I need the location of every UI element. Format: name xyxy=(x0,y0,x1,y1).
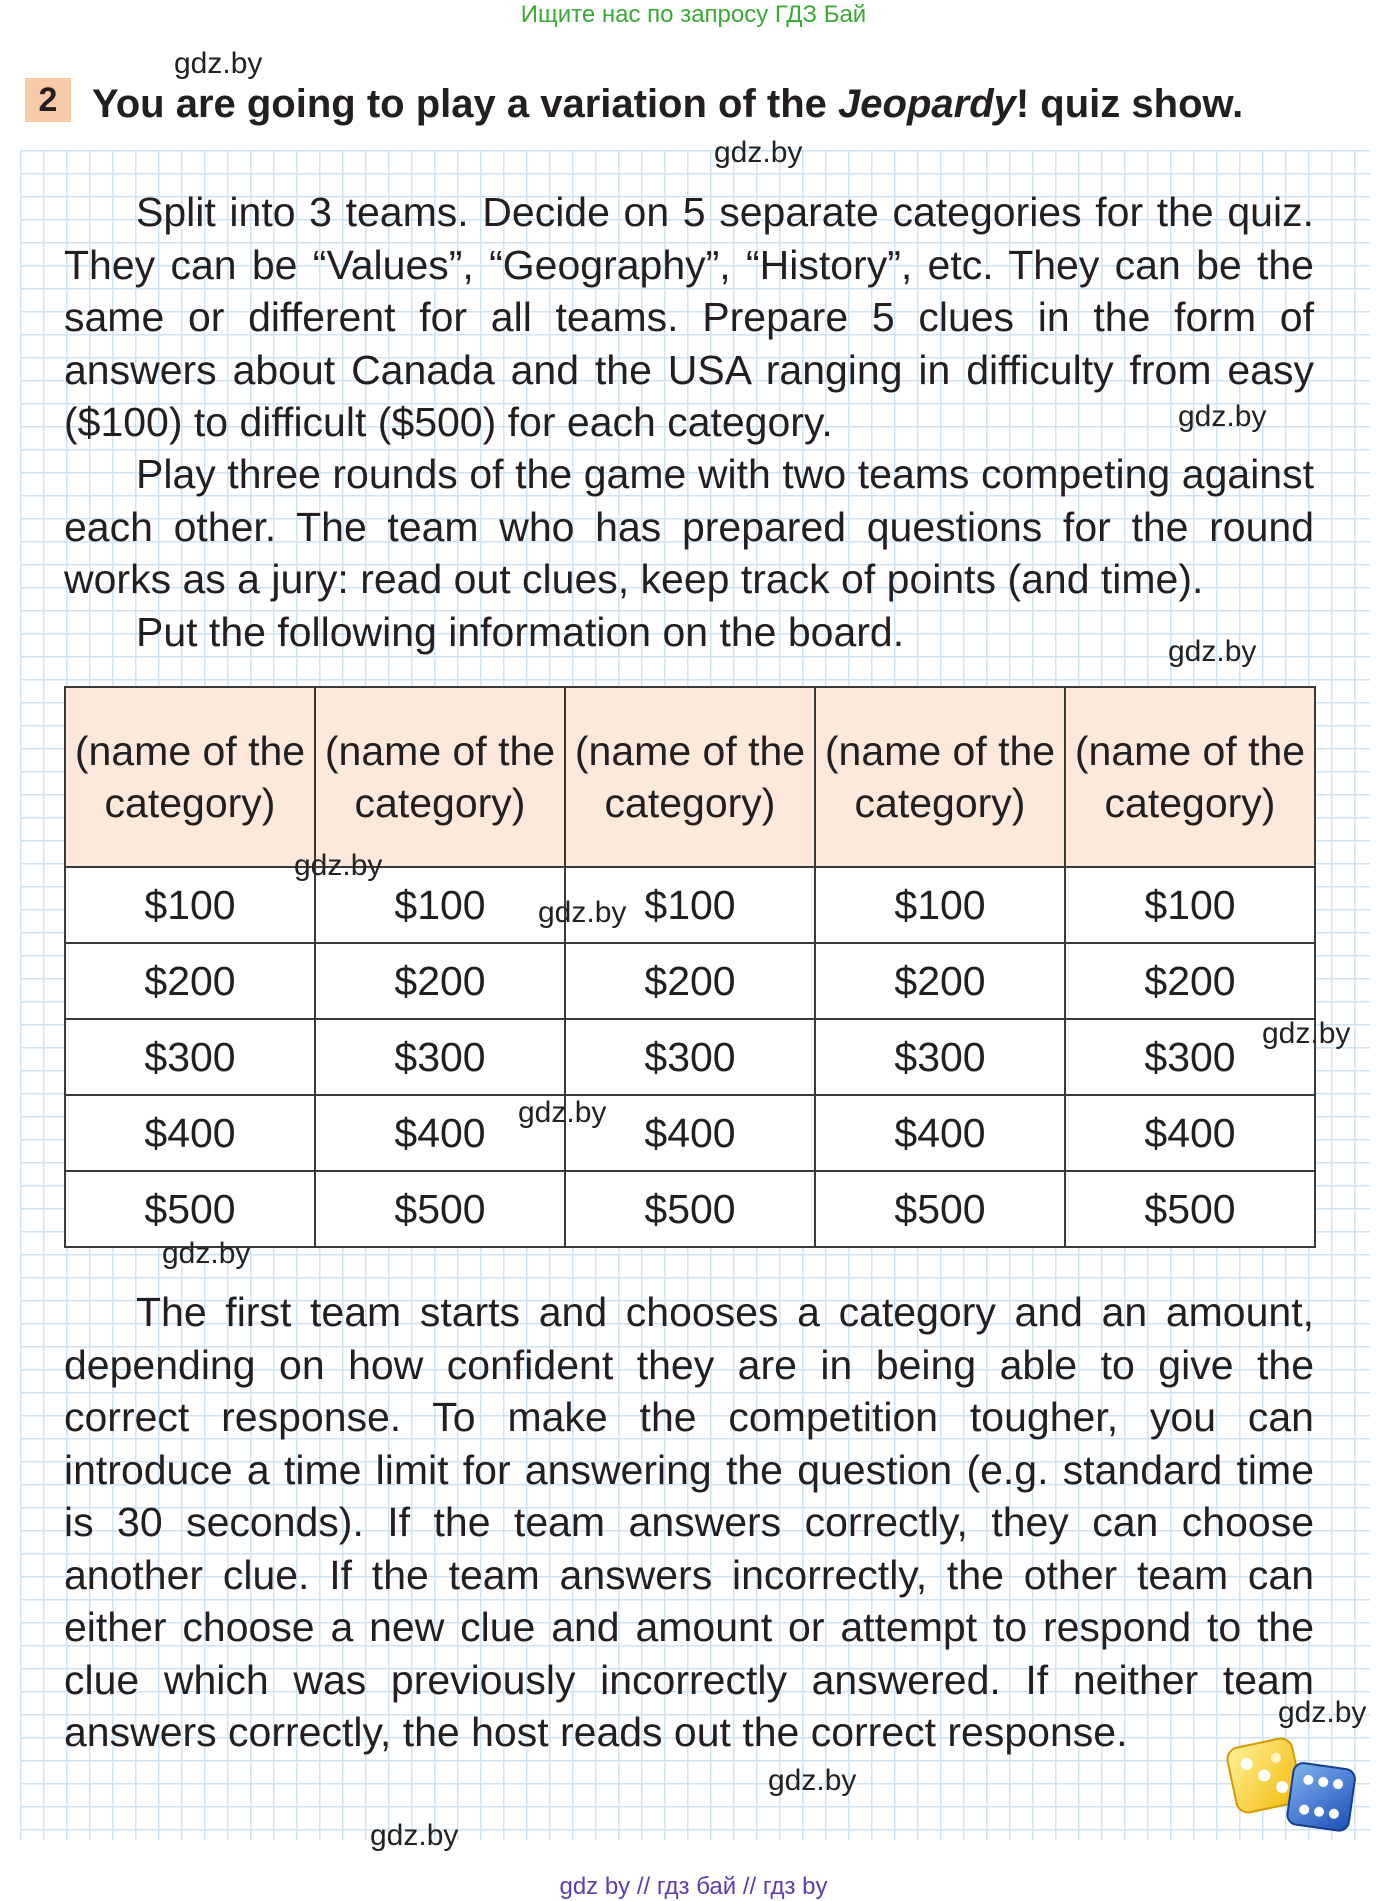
board-cell: $200 xyxy=(565,943,815,1019)
board-row-500 xyxy=(65,1171,1315,1247)
board-row-400 xyxy=(65,1095,1315,1171)
title-end: ! quiz show. xyxy=(1015,82,1244,126)
title-text: You are going to play a variation of the xyxy=(92,82,839,126)
board-cell: $400 xyxy=(65,1095,315,1171)
board-cell: $200 xyxy=(65,943,315,1019)
board-cell: $300 xyxy=(315,1019,565,1095)
jeopardy-board-table xyxy=(64,686,1316,1248)
watermark: gdz.by xyxy=(294,849,383,882)
footer-links[interactable]: gdz by // гдз бай // гдз by xyxy=(559,1873,828,1900)
board-cell: $500 xyxy=(315,1171,565,1247)
exercise-title xyxy=(92,80,1243,128)
board-cell: $100 xyxy=(1065,867,1315,943)
dice-icon xyxy=(1222,1728,1362,1840)
board-cell: $100 xyxy=(565,867,815,943)
watermark: gdz.by xyxy=(1178,400,1267,433)
board-cell: $500 xyxy=(815,1171,1065,1247)
board-cell: $500 xyxy=(1065,1171,1315,1247)
category-header-3: (name of the category) xyxy=(565,687,815,867)
category-header-2: (name of the category) xyxy=(315,687,565,867)
category-header-5: (name of the category) xyxy=(1065,687,1315,867)
paragraph-1-text: Split into 3 teams. Decide on 5 separate categories for the quiz. They can be “Values”, “Geography”, “History”, etc. They can be the same or different for all teams. Prepare 5 clues in the form of answers about Canada and the USA ranging in difficulty from easy ($100) to difficult ($500) for each category. xyxy=(64,189,1314,445)
paragraph-3 xyxy=(64,606,1314,659)
watermark: gdz.by xyxy=(1262,1017,1351,1050)
board-header-row xyxy=(65,687,1315,867)
board-cell: $300 xyxy=(565,1019,815,1095)
board-cell: $500 xyxy=(565,1171,815,1247)
board-cell: $200 xyxy=(315,943,565,1019)
board-cell: $400 xyxy=(565,1095,815,1171)
paragraph-4 xyxy=(64,1286,1314,1759)
board-cell: $300 xyxy=(1065,1019,1315,1095)
exercise-number: 2 xyxy=(25,78,71,122)
category-header-4: (name of the category) xyxy=(815,687,1065,867)
title-italic: Jeopardy xyxy=(838,82,1016,126)
board-cell: $200 xyxy=(1065,943,1315,1019)
watermark: gdz.by xyxy=(174,47,263,80)
board-cell: $200 xyxy=(815,943,1065,1019)
top-banner[interactable]: Ищите нас по запросу ГДЗ Бай xyxy=(520,1,867,28)
board-cell: $500 xyxy=(65,1171,315,1247)
board-cell: $400 xyxy=(815,1095,1065,1171)
watermark: gdz.by xyxy=(518,1096,607,1129)
paragraph-1 xyxy=(64,186,1314,449)
watermark: gdz.by xyxy=(370,1819,459,1852)
watermark: gdz.by xyxy=(768,1764,857,1797)
board-row-100 xyxy=(65,867,1315,943)
paragraph-4-text: The first team starts and chooses a category and an amount, depending on how confident they are in being able to give the correct response. To make the competition tougher, you can introduce a time limit for answering the question (e.g. standard time is 30 seconds). If the team answers correctly, they can choose another clue. If the team answers incorrectly, the other team can either choose a new clue and amount or attempt to respond to the clue which was previously incorrectly answered. If neither team answers correctly, the host reads out the correct response. xyxy=(64,1289,1314,1755)
paragraph-3-text: Put the following information on the board. xyxy=(136,609,905,655)
board-cell: $400 xyxy=(1065,1095,1315,1171)
watermark: gdz.by xyxy=(714,136,803,169)
board-cell: $300 xyxy=(815,1019,1065,1095)
watermark: gdz.by xyxy=(162,1237,251,1270)
board-cell: $100 xyxy=(815,867,1065,943)
paragraph-2-text: Play three rounds of the game with two teams competing against each other. The team who has prepared questions for the round works as a jury: read out clues, keep track of points (and time). xyxy=(64,451,1314,602)
board-cell: $400 xyxy=(315,1095,565,1171)
board-cell: $100 xyxy=(315,867,565,943)
paragraph-2 xyxy=(64,448,1314,606)
board-cell: $100 xyxy=(65,867,315,943)
board-row-200 xyxy=(65,943,1315,1019)
watermark: gdz.by xyxy=(1278,1696,1367,1729)
board-row-300 xyxy=(65,1019,1315,1095)
watermark: gdz.by xyxy=(538,896,627,929)
board-cell: $300 xyxy=(65,1019,315,1095)
category-header-1: (name of the category) xyxy=(65,687,315,867)
watermark: gdz.by xyxy=(1168,635,1257,668)
